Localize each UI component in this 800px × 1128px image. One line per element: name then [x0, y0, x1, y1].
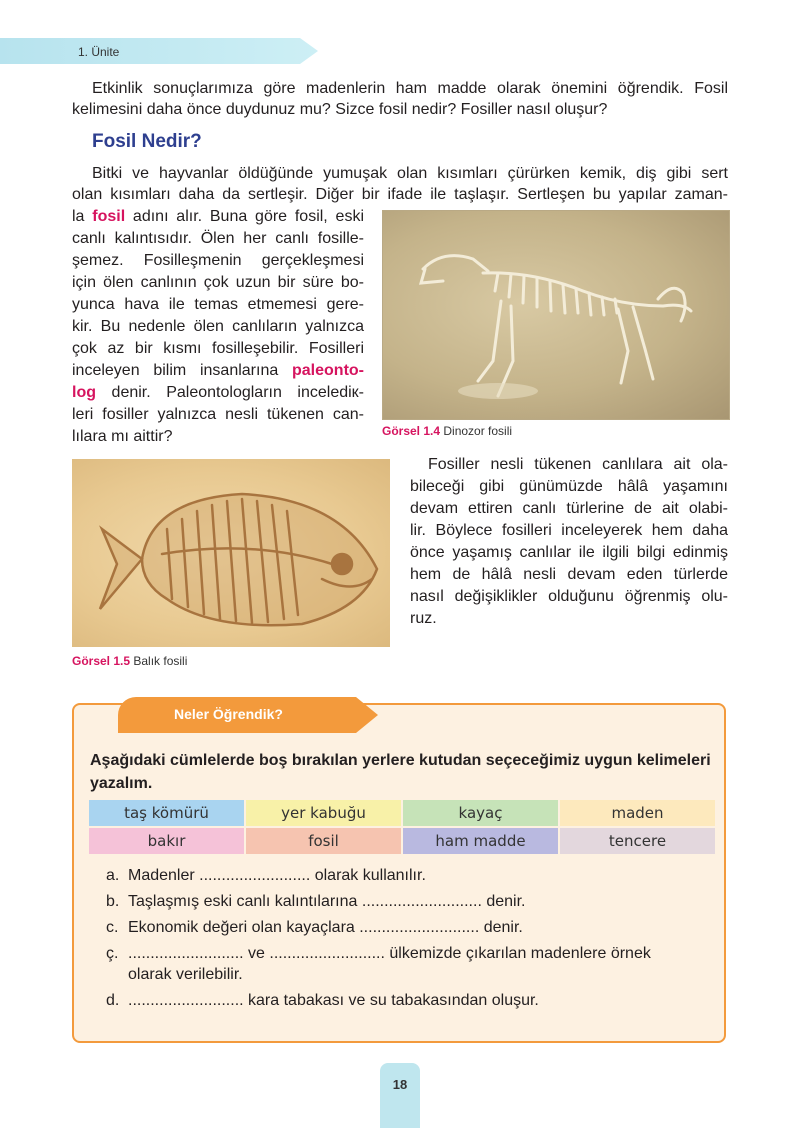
body-line-6: için ölen canlının çok uzun bir süre bo- — [72, 274, 364, 291]
term-fosil: fosil — [92, 208, 126, 225]
word-cell: fosil — [246, 828, 401, 854]
page-tab — [380, 1063, 420, 1128]
intro-line-2: kelimesini daha önce duydunuz mu? Sizce fosil nedir? Fosiller nasıl oluşur? — [72, 101, 608, 118]
body-line-13: lılara mı aittir? — [72, 428, 173, 445]
term-paleontolog: paleonto- — [292, 362, 364, 379]
body-line-9: çok az bir kısmı fosilleşebilir. Fosilleri — [72, 340, 364, 357]
body-line-2: olan kısımları daha da sertleşir. Diğer bir ifade ile taşlaşır. Sertleşen bu yapılar zaman- — [72, 186, 728, 203]
intro-line-1: Etkinlik sonuçlarımıza göre madenlerin ham madde olarak önemini öğrendik. Fosil — [92, 80, 728, 97]
question-b: b. Taşlaşmış eski canlı kalıntılarına ........................... denir. — [106, 893, 526, 910]
page-number: 18 — [392, 1077, 408, 1092]
body-line-4: canlı kalıntısıdır. Ölen her canlı fosille- — [72, 230, 364, 247]
body-line-10: inceleyen bilim insanlarına paleonto- — [72, 362, 364, 379]
body-line-7: yunca hava ile temas etmemesi gere- — [72, 296, 364, 313]
right-line-6: hem de hâlâ nesli devam eden türlerde — [410, 566, 728, 583]
word-row — [89, 828, 715, 854]
section-title: Fosil Nedir? — [92, 131, 202, 152]
word-row — [89, 800, 715, 826]
word-cell: bakır — [89, 828, 244, 854]
activity-title: Neler Öğrendik? — [174, 706, 283, 722]
right-line-3: devam ettiren canlı türlerine de ait olabi- — [410, 500, 728, 517]
word-cell: taş kömürü — [89, 800, 244, 826]
question-c: c. Ekonomik değeri olan kayaçlara ........................... denir. — [106, 919, 523, 936]
right-line-8: ruz. — [410, 610, 437, 627]
word-cell: tencere — [560, 828, 715, 854]
question-c-cedilla: ç. .......................... ve .......................... ülkemizde çıkarılan madenlere örnek — [106, 945, 651, 962]
unit-banner — [0, 38, 318, 64]
word-cell: kayaç — [403, 800, 558, 826]
body-line-5: şemez. Fosilleşmenin gerçekleşmesi — [72, 252, 364, 269]
dinosaur-fossil-image — [382, 210, 730, 420]
fish-fossil-image — [72, 459, 390, 647]
activity-instruction: Aşağıdaki cümlelerde boş bırakılan yerlere kutudan seçeceğimiz uygun kelimeleri yazalım. — [90, 752, 711, 792]
right-line-4: lir. Böylece fosilleri inceleyerek hem daha — [410, 522, 728, 539]
word-cell: maden — [560, 800, 715, 826]
right-line-5: önce yaşamış canlılar ile ilgili bilgi edinmiş — [410, 544, 728, 561]
body-line-3: la fosil adını alır. Buna göre fosil, eski — [72, 208, 364, 225]
body-line-8: kir. Bu nedenle ölen canlıların yalnızca — [72, 318, 364, 335]
question-a: a. Madenler ......................... olarak kullanılır. — [106, 867, 426, 884]
body-line-12: leri fosiller yalnızca nesli tükenen can- — [72, 406, 364, 423]
word-box — [87, 798, 717, 856]
right-line-1: Fosiller nesli tükenen canlılara ait ola- — [428, 456, 728, 473]
caption-dinosaur: Görsel 1.4 Dinozor fosili — [382, 424, 513, 438]
question-d: d. .......................... kara tabakası ve su tabakasından oluşur. — [106, 992, 539, 1009]
caption-fish: Görsel 1.5 Balık fosili — [72, 654, 188, 668]
right-line-2: bileceği gibi günümüzde hâlâ yaşamını — [410, 478, 728, 495]
word-cell: ham madde — [403, 828, 558, 854]
word-cell: yer kabuğu — [246, 800, 401, 826]
body-line-11: log denir. Paleontologların incelediк- — [72, 384, 364, 401]
unit-label: 1. Ünite — [78, 45, 120, 59]
question-c-cedilla-cont: olarak verilebilir. — [128, 966, 243, 983]
body-line-1: Bitki ve hayvanlar öldüğünde yumuşak olan kısımları çürürken kemik, diş gibi sert — [92, 165, 728, 182]
right-line-7: nasıl değişiklikler olduğunu öğrenmiş olu- — [410, 588, 728, 605]
